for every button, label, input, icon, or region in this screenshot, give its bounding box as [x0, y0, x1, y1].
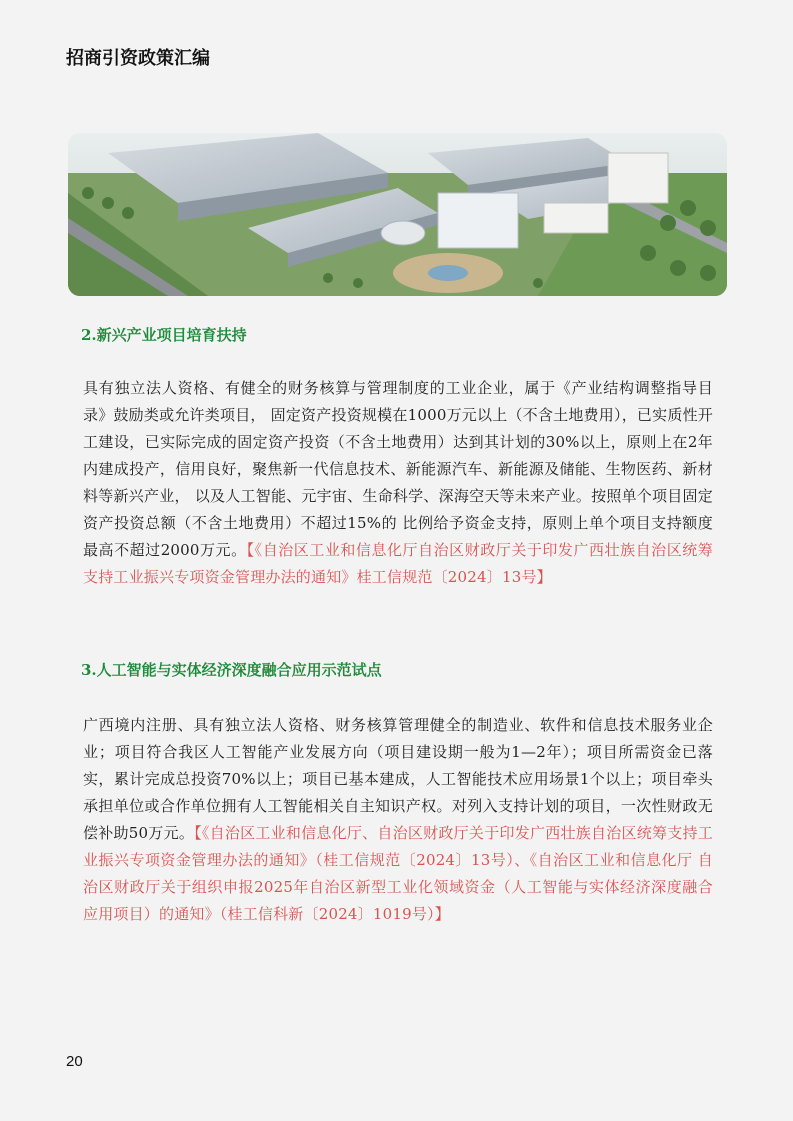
section-body-text: 广西境内注册、具有独立法人资格、财务核算管理健全的制造业、软件和信息技术服务业企业；项目符合我区人工智能产业发展方向（项目建设期一般为1—2年）；项目所需资金已落实，累计完成总投资70%以上；项目已基本建成，人工智能技术应用场景1个以上；项目牵头承担单位或合作单位拥有人工智能相关自主知识产权。对列入支持计划的项目，一次性财政无偿补助50万元。	[83, 716, 713, 842]
section-heading-ai-integration: 3.人工智能与实体经济深度融合应用示范试点	[81, 661, 382, 679]
section-heading-emerging-industry: 2.新兴产业项目培育扶持	[81, 326, 247, 344]
policy-reference: 【《自治区工业和信息化厅、自治区财政厅关于印发广西壮族自治区统筹支持工业振兴专项资金管理办法的通知》（桂工信规范〔2024〕13号）、《自治区工业和信息化厅 自治区财政厅关于组织申报2025年自治区新型工业化领域资金（人工智能与实体经济深度融合应用项目）的通知》（桂工信科新〔2024〕1019号）】	[83, 824, 713, 923]
section-body-ai-integration	[83, 712, 713, 928]
section-body-text: 具有独立法人资格、有健全的财务核算与管理制度的工业企业，属于《产业结构调整指导目录》鼓励类或允许类项目， 固定资产投资规模在1000万元以上（不含土地费用），已实质性开工建设，已实际完成的固定资产投资（不含土地费用）达到其计划的30%以上，原则上在2年内建成投产，信用良好，聚焦新一代信息技术、新能源汽车、新能源及储能、生物医药、新材料等新兴产业， 以及人工智能、元宇宙、生命科学、深海空天等未来产业。按照单个项目固定资产投资总额（不含土地费用）不超过15%的 比例给予资金支持，原则上单个项目支持额度最高不超过2000万元。	[83, 379, 713, 559]
policy-reference: 【《自治区工业和信息化厅自治区财政厅关于印发广西壮族自治区统筹支持工业振兴专项资金管理办法的通知》桂工信规范〔2024〕13号】	[83, 541, 713, 586]
page-number: 20	[66, 1053, 83, 1070]
document-header-title: 招商引资政策汇编	[66, 48, 210, 69]
industrial-park-aerial-image	[68, 133, 727, 296]
section-body-emerging-industry	[83, 375, 713, 591]
